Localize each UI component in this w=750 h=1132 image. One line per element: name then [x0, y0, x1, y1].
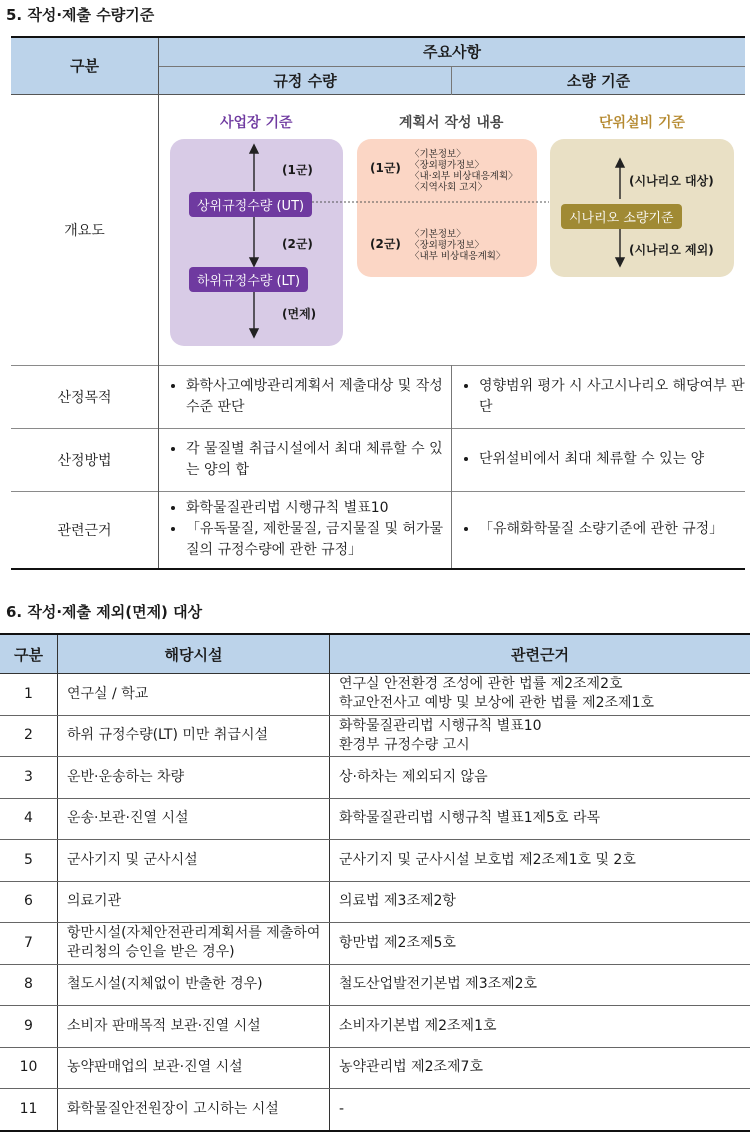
section-5-heading: 5. 작성·제출 수량기준 [6, 6, 155, 24]
row-facility: 농약판매업의 보관·진열 시설 [58, 1047, 330, 1089]
row-facility: 소비자 판매목적 보관·진열 시설 [58, 1006, 330, 1048]
row-number: 2 [0, 715, 58, 757]
table-row [0, 923, 750, 965]
row-number: 3 [0, 757, 58, 799]
plan-group2-label: (2군) [370, 236, 401, 251]
table-row [0, 674, 750, 716]
row-label: 산정목적 [11, 365, 159, 428]
row-facility: 화학물질안전원장이 고시하는 시설 [58, 1089, 330, 1131]
overview-diagram [159, 95, 745, 365]
table-row [0, 840, 750, 882]
table-row [0, 798, 750, 840]
row-label: 산정방법 [11, 428, 159, 491]
scenario-target-label: (시나리오 대상) [629, 173, 714, 188]
basis-col1-item: • 화학물질관리법 시행규칙 별표10 [186, 498, 451, 519]
header-no: 구분 [0, 634, 58, 674]
row-basis [330, 798, 750, 840]
basis-line: 철도산업발전기본법 제3조제2호 [339, 976, 538, 993]
row-number: 6 [0, 881, 58, 923]
table-row [0, 715, 750, 757]
row-facility: 운반·운송하는 차량 [58, 757, 330, 799]
basis-line: 군사기지 및 군사시설 보호법 제2조제1호 및 2호 [339, 851, 636, 868]
row-number: 1 [0, 674, 58, 716]
plan-title: 계획서 작성 내용 [399, 114, 504, 131]
basis-line: 환경부 규정수량 고시 [339, 736, 470, 753]
header-facility: 해당시설 [58, 634, 330, 674]
site-title: 사업장 기준 [220, 114, 293, 131]
scenario-excluded-label: (시나리오 제외) [629, 242, 714, 257]
row-facility: 운송·보관·진열 시설 [58, 798, 330, 840]
row-facility: 철도시설(지체없이 반출한 경우) [58, 964, 330, 1006]
row-number: 9 [0, 1006, 58, 1048]
table-row [0, 1089, 750, 1131]
row-facility: 항만시설(자체안전관리계획서를 제출하여 관리청의 승인을 받은 경우) [58, 923, 330, 965]
row-facility: 연구실 / 학교 [58, 674, 330, 716]
row-basis [330, 1006, 750, 1048]
header-basis: 관련근거 [330, 634, 750, 674]
row-basis [330, 674, 750, 716]
header-category: 구분 [11, 37, 159, 94]
row-number: 5 [0, 840, 58, 882]
lower-threshold-tag: 하위규정수량 (LT) [189, 267, 308, 292]
row-basis [330, 964, 750, 1006]
method-col2: • 단위설비에서 최대 체류할 수 있는 양 [479, 449, 745, 470]
group1-label: (1군) [282, 162, 313, 177]
table-row [0, 757, 750, 799]
basis-line: 상·하차는 제외되지 않음 [339, 768, 488, 785]
upper-threshold-tag: 상위규정수량 (UT) [189, 192, 312, 217]
scenario-standard-tag: 시나리오 소량기준 [561, 204, 682, 229]
exemption-table [0, 633, 750, 1132]
header-col1: 규정 수량 [159, 66, 452, 94]
plan-group1-items: 〈기본정보〉 〈장외평가정보〉 〈내·외부 비상대응계획〉 〈지역사회 고지〉 [410, 148, 518, 193]
row-number: 8 [0, 964, 58, 1006]
method-col1: • 각 물질별 취급시설에서 최대 체류할 수 있는 양의 합 [186, 439, 451, 481]
row-number: 11 [0, 1089, 58, 1131]
basis-line: 연구실 안전환경 조성에 관한 법률 제2조제2호 [339, 676, 623, 693]
basis-col1-item: • 「유독물질, 제한물질, 금지물질 및 허가물질의 규정수량에 관한 규정」 [186, 519, 451, 561]
basis-line: 화학물질관리법 시행규칙 별표10 [339, 717, 542, 734]
basis-line: - [339, 1100, 345, 1117]
row-basis [330, 840, 750, 882]
table-row [0, 1047, 750, 1089]
section-6-heading: 6. 작성·제출 제외(면제) 대상 [6, 603, 203, 621]
exempt-label: (면제) [282, 306, 317, 321]
plan-group2-items: 〈기본정보〉 〈장외평가정보〉 〈내부 비상대응계획〉 [410, 228, 506, 262]
purpose-col2: • 영향범위 평가 시 사고시나리오 해당여부 판단 [479, 376, 745, 418]
basis-line: 농약관리법 제2조제7호 [339, 1059, 483, 1076]
header-col2: 소량 기준 [452, 66, 746, 94]
row-label: 관련근거 [11, 491, 159, 569]
overview-label: 개요도 [11, 94, 159, 365]
row-basis [330, 1047, 750, 1089]
plan-group1-label: (1군) [370, 160, 401, 175]
basis-line: 의료법 제3조제2항 [339, 893, 456, 910]
row-number: 10 [0, 1047, 58, 1089]
purpose-col1: • 화학사고예방관리계획서 제출대상 및 작성수준 판단 [186, 376, 451, 418]
row-basis [330, 757, 750, 799]
group2-label: (2군) [282, 236, 313, 251]
basis-line: 소비자기본법 제2조제1호 [339, 1017, 497, 1034]
row-basis [330, 1089, 750, 1131]
row-facility: 하위 규정수량(LT) 미만 취급시설 [58, 715, 330, 757]
basis-line: 화학물질관리법 시행규칙 별표1제5호 라목 [339, 810, 601, 827]
row-basis [330, 881, 750, 923]
row-facility: 의료기관 [58, 881, 330, 923]
basis-line: 항만법 제2조제5호 [339, 934, 456, 951]
basis-line: 학교안전사고 예방 및 보상에 관한 법률 제2조제1호 [339, 695, 654, 712]
table-row [0, 881, 750, 923]
basis-col2-item: • 「유해화학물질 소량기준에 관한 규정」 [479, 519, 745, 540]
table-row [0, 964, 750, 1006]
table-row [0, 1006, 750, 1048]
header-main: 주요사항 [159, 37, 746, 66]
quantity-standard-table [11, 36, 745, 570]
row-facility: 군사기지 및 군사시설 [58, 840, 330, 882]
row-basis [330, 923, 750, 965]
row-basis [330, 715, 750, 757]
row-number: 7 [0, 923, 58, 965]
unit-title: 단위설비 기준 [599, 114, 686, 131]
row-number: 4 [0, 798, 58, 840]
